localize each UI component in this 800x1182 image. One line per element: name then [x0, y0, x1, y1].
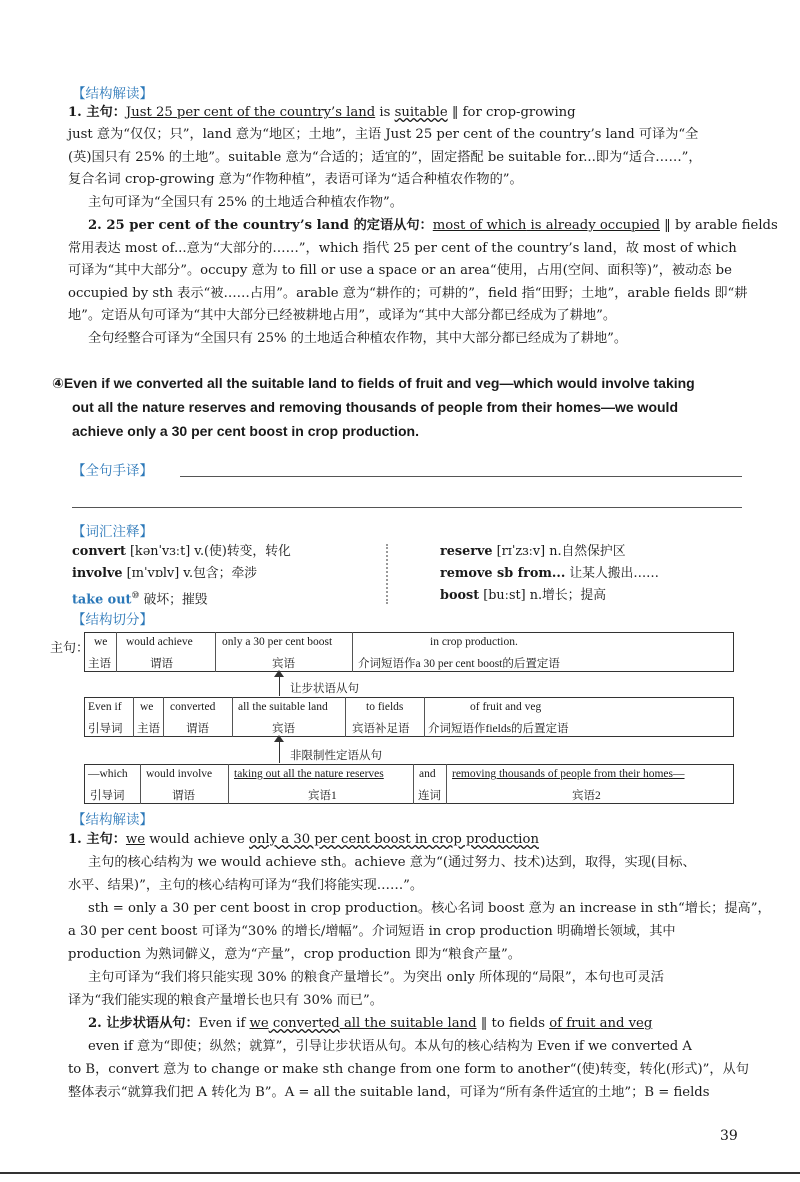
role-complement: 宾语补足语: [352, 723, 410, 735]
role-attribute: 介词短语作fields的后置定语: [428, 723, 569, 735]
vocab-definition: 破坏；摧毁: [139, 592, 208, 608]
quote-sentence-line: achieve only a 30 per cent boost in crop production.: [72, 423, 419, 439]
segment-object: only a 30 per cent boost: [222, 636, 333, 648]
vocab-item: [72, 564, 257, 584]
subject-phrase: most of which: [432, 218, 527, 233]
paragraph: 整体表示“就算我们把 A 转化为 B”。A = all the suitable land，可译为“所有条件适宜的土地”；B = fields: [68, 1085, 710, 1100]
divider-ornament: [386, 544, 400, 604]
segment-subject: we: [94, 636, 108, 648]
vocab-word: involve: [72, 566, 123, 581]
subject-word: we: [249, 1016, 269, 1031]
role-subject: 主语: [137, 723, 160, 735]
complement-text: ‖ to fields: [476, 1016, 550, 1031]
point-label: 2. 让步状语从句：: [88, 1016, 199, 1031]
paragraph: 主句的核心结构为 we would achieve sth。achieve 意为“(通过努力、技术)达到，取得，实现(目标、: [88, 855, 696, 870]
predicate-text: would achieve: [145, 832, 249, 847]
paragraph: 主句可译为“全国只有 25% 的土地适合种植农作物”。: [88, 195, 403, 210]
paragraph: just 意为“仅仅；只”，land 意为“地区；土地”，主语 Just 25 per cent of the country’s land 可译为“全: [68, 127, 699, 142]
point-label: 1. 主句：: [68, 105, 126, 120]
paragraph: [88, 215, 778, 236]
role-subject: 主语: [88, 658, 111, 670]
paragraph: to B，convert 意为 to change or make sth change from one form to another“(使)转变，转化(形式)”，从句: [68, 1062, 749, 1077]
frequency-mark: ⑩: [131, 591, 140, 601]
segment-relative-pronoun: —which: [88, 768, 128, 780]
paragraph: 译为“我们能实现的粮食产量增长也只有 30% 而已”。: [68, 993, 383, 1008]
paragraph: 复合名词 crop-growing 意为“作物种植”，表语可译为“适合种植农作物的”。: [68, 172, 523, 187]
predicate-phrase: is already occupied: [526, 218, 660, 233]
section-heading-structure-1: 【结构解读】: [72, 86, 153, 102]
predicate-word: converted: [268, 1016, 340, 1031]
subject-word: we: [125, 832, 146, 847]
role-relative-pronoun: 引导词: [90, 790, 125, 802]
segment-object: all the suitable land: [238, 701, 328, 713]
paragraph: 可译为“其中大部分”。occupy 意为 to fill or use a space or an area“使用，占用(空间、面积等)”，被动态 be: [68, 263, 732, 278]
main-clause-label: 主句：: [50, 640, 90, 655]
vocab-item: [440, 542, 626, 562]
paragraph: [88, 1013, 652, 1034]
clause-type-label: 非限制性定语从句: [290, 750, 382, 762]
structure-heading: 【结构切分】: [72, 612, 153, 628]
paragraph: occupied by sth 表示“被……占用”。arable 意为“耕作的；可耕的”，field 指“田野；土地”，arable fields 即“耕: [68, 286, 748, 301]
vocab-word: remove sb from...: [440, 566, 566, 581]
vocab-word: reserve: [440, 544, 493, 559]
vocab-definition: [ɪnˈvɒlv] v.包含；牵涉: [122, 566, 258, 581]
arrow-line: [279, 674, 280, 696]
segment-conjunction: Even if: [88, 701, 122, 713]
role-object: 宾语: [272, 658, 295, 670]
segment-predicate: would involve: [146, 768, 213, 780]
paragraph: 水平、结果)”，主句的核心结构可译为“我们将能实现……”。: [68, 878, 424, 893]
paragraph: sth = only a 30 per cent boost in crop production。核心名词 boost 意为 an increase in sth“增长；提高”，: [88, 901, 771, 916]
paragraph: 主句可译为“我们将只能实现 30% 的粮食产量增长”。为突出 only 所体现的“局限”，本句也可灵活: [88, 970, 664, 985]
section-heading-structure-2: 【结构解读】: [72, 812, 153, 828]
rest-text: ‖ for crop-growing: [447, 105, 576, 120]
segment-predicate: would achieve: [126, 636, 193, 648]
role-predicate: 谓语: [172, 790, 195, 802]
segment-complement: to fields: [366, 701, 404, 713]
paragraph: even if 意为“即使；纵然；就算”，引导让步状语从句。本从句的核心结构为 Even if we converted A: [88, 1039, 692, 1054]
segment-prep-phrase: of fruit and veg: [470, 701, 542, 713]
verb-text: is: [375, 105, 395, 120]
role-object-1: 宾语1: [308, 790, 337, 802]
object-phrase: all the suitable land: [339, 1016, 477, 1031]
role-predicate: 谓语: [186, 723, 209, 735]
vocab-item: [440, 564, 659, 584]
vocab-item: [440, 586, 606, 606]
paragraph: production 为熟词僻义，意为“产量”，crop production 即为“粮食产量”。: [68, 947, 521, 962]
paragraph: [68, 829, 539, 850]
vocab-heading: 【词汇注释】: [72, 524, 153, 540]
role-object-2: 宾语2: [572, 790, 601, 802]
predicative-word: suitable: [394, 105, 448, 120]
role-attribute: 介词短语作a 30 per cent boost的后置定语: [358, 658, 560, 670]
role-conjunction: 连词: [418, 790, 441, 802]
translation-heading: 【全句手译】: [72, 463, 153, 479]
point-label: 2. 25 per cent of the country’s land 的定语从句：: [88, 218, 433, 233]
segment-object-2: removing thousands of people from their homes—: [452, 768, 685, 780]
vocab-definition: [buːst] n.增长；提高: [479, 588, 607, 603]
page-number: 39: [720, 1128, 738, 1144]
answer-line: [180, 476, 742, 477]
subject-phrase: Just 25 per cent of the country’s land: [125, 105, 376, 120]
segment-prep-phrase: in crop production.: [430, 636, 518, 648]
vocab-word: boost: [440, 588, 480, 603]
conjunction-text: Even if: [198, 1016, 250, 1031]
quote-sentence-line: out all the nature reserves and removing thousands of people from their homes—we would: [72, 399, 678, 415]
paragraph: 地”。定语从句可译为“其中大部分已经被耕地占用”，或译为“其中大部分都已经成为了耕地”。: [68, 308, 617, 323]
footer-rule: [0, 1172, 800, 1174]
paragraph: a 30 per cent boost 可译为“30% 的增长/增幅”。介词短语 in crop production 明确增长领域，其中: [68, 924, 676, 939]
arrow-up-icon: [274, 735, 284, 742]
vocab-item: [72, 586, 208, 610]
point-label: 1. 主句：: [68, 832, 126, 847]
role-predicate: 谓语: [150, 658, 173, 670]
vocab-item: [72, 542, 291, 562]
segment-predicate: converted: [170, 701, 216, 713]
paragraph: 全句经整合可译为“全国只有 25% 的土地适合种植农作物，其中大部分都已经成为了耕地”。: [88, 331, 628, 346]
rest-text: ‖ by arable fields: [659, 218, 778, 233]
role-conjunction: 引导词: [88, 723, 123, 735]
paragraph: [68, 102, 576, 123]
segment-subject: we: [140, 701, 154, 713]
object-phrase: only a 30 per cent boost in crop production: [249, 832, 539, 847]
vocab-word: convert: [72, 544, 126, 559]
quote-sentence-line: ④Even if we converted all the suitable land to fields of fruit and veg—which would involve taking: [52, 375, 695, 391]
vocab-definition: [kənˈvɜːt] v.(使)转变，转化: [125, 544, 291, 559]
vocab-word: take out: [72, 592, 132, 608]
arrow-up-icon: [274, 670, 284, 677]
answer-line: [72, 507, 742, 508]
attribute-phrase: of fruit and veg: [549, 1016, 653, 1031]
segment-object-1: taking out all the nature reserves: [234, 768, 384, 780]
paragraph: (英)国只有 25% 的土地”。suitable 意为“合适的；适宜的”，固定搭配 be suitable for...即为“适合……”，: [68, 150, 702, 165]
clause-type-label: 让步状语从句: [290, 683, 359, 695]
paragraph: 常用表达 most of...意为“大部分的……”，which 指代 25 per cent of the country’s land，故 most of which: [68, 241, 737, 256]
vocab-definition: [rɪˈzɜːv] n.自然保护区: [492, 544, 626, 559]
role-object: 宾语: [272, 723, 295, 735]
segment-conjunction: and: [419, 768, 436, 780]
vocab-definition: 让某人搬出……: [565, 566, 659, 581]
arrow-line: [279, 739, 280, 763]
